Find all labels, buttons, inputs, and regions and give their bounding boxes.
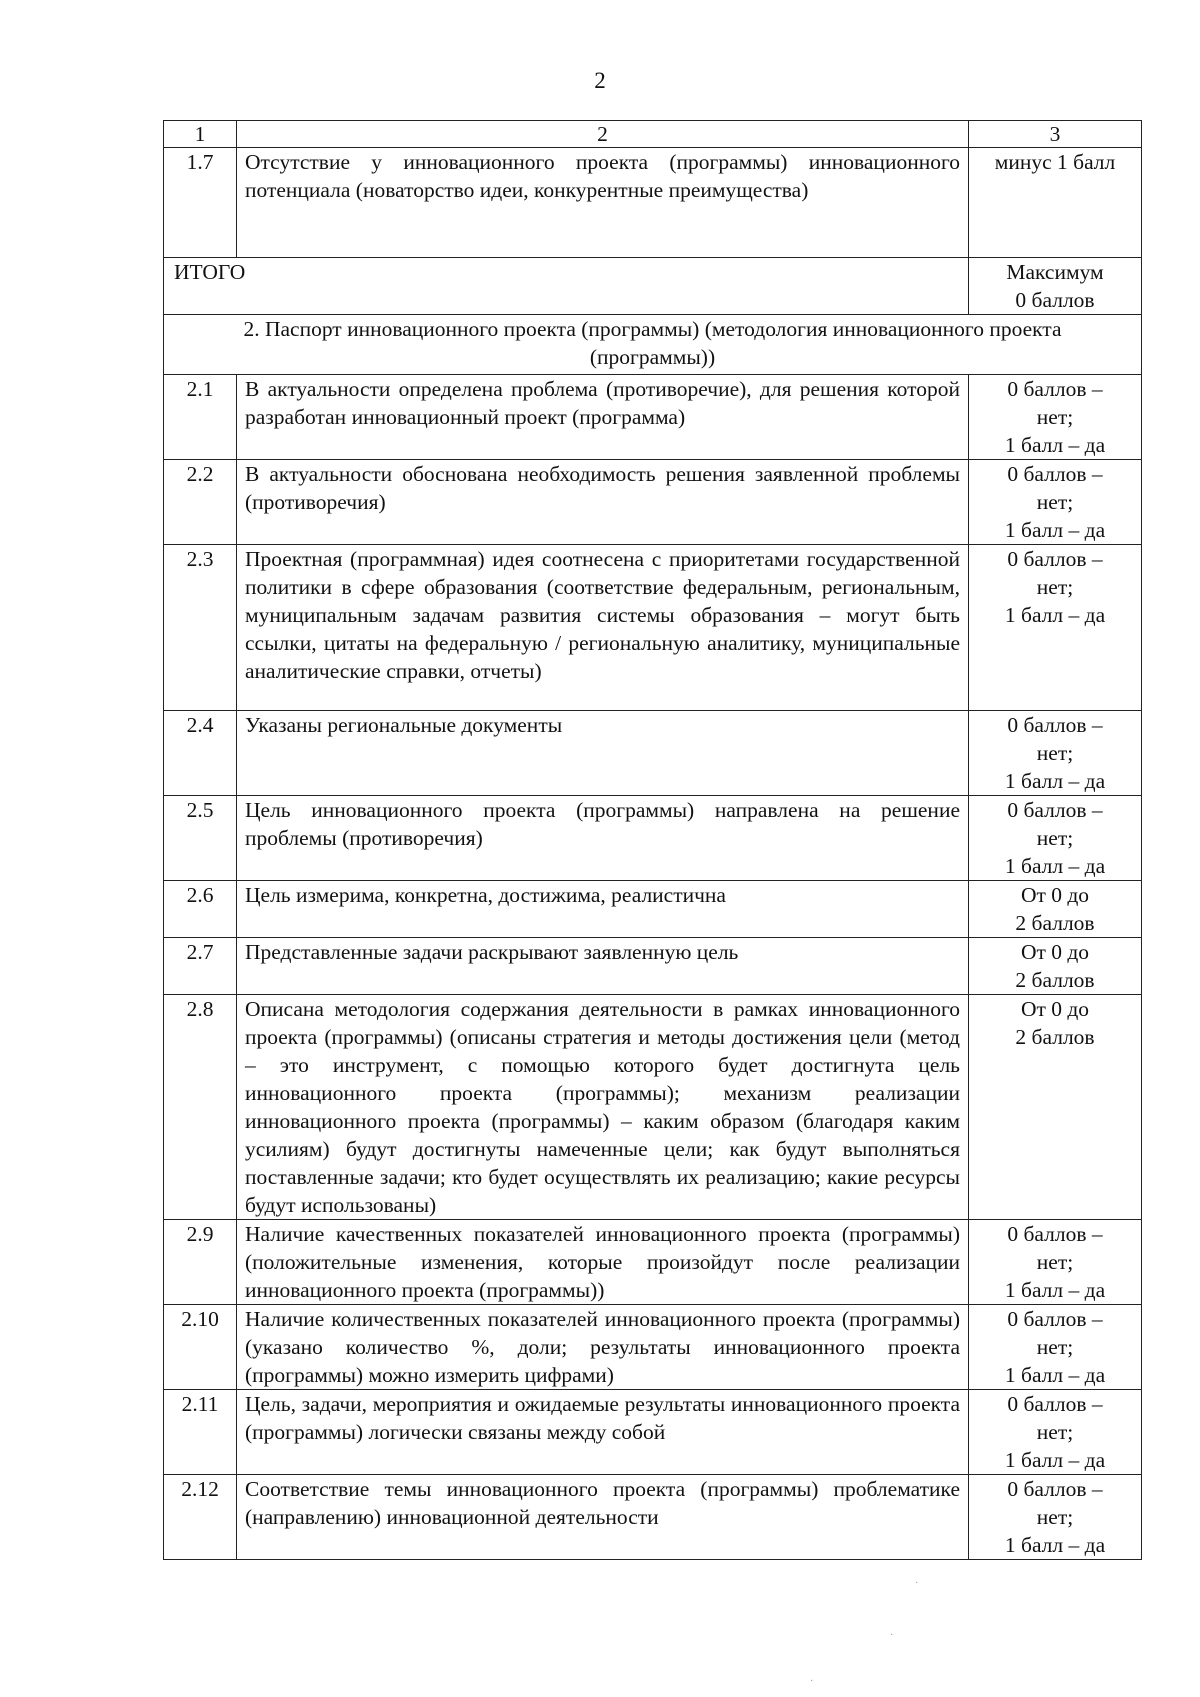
criterion-number: 2.10 — [164, 1305, 237, 1390]
criterion-score — [969, 375, 1142, 460]
score-line: 1 балл – да — [1004, 603, 1106, 627]
score-line: От 0 до — [1020, 997, 1090, 1021]
score-line: нет; — [1036, 1335, 1074, 1359]
criterion-text: Наличие количественных показателей инновационного проекта (программы) (указано количество %, доли; результаты инновационного проекта (программы) можно измерить цифрами) — [237, 1305, 969, 1390]
criterion-row-2-7 — [164, 938, 1142, 995]
criterion-score — [969, 881, 1142, 938]
criterion-row-2-3 — [164, 545, 1142, 711]
score-line: нет; — [1036, 1420, 1074, 1444]
criterion-row-2-1 — [164, 375, 1142, 460]
criterion-row-2-8 — [164, 995, 1142, 1220]
criterion-row-2-11 — [164, 1390, 1142, 1475]
score-line: 1 балл – да — [1004, 518, 1106, 542]
criterion-number: 2.7 — [164, 938, 237, 995]
score-line: 0 баллов – — [1007, 377, 1103, 401]
criterion-text: В актуальности обоснована необходимость решения заявленной проблемы (противоречия) — [237, 460, 969, 545]
criterion-text: Представленные задачи раскрывают заявленную цель — [237, 938, 969, 995]
criterion-score — [969, 796, 1142, 881]
scan-speck: · — [810, 1676, 814, 1687]
header-col-3: 3 — [969, 121, 1142, 148]
criterion-row-1-7 — [164, 148, 1142, 258]
score-line: нет; — [1036, 405, 1074, 429]
criterion-text: Цель измерима, конкретна, достижима, реалистична — [237, 881, 969, 938]
score-line: 2 баллов — [1015, 911, 1095, 935]
criterion-score — [969, 545, 1142, 711]
criterion-number: 2.9 — [164, 1220, 237, 1305]
score-line: нет; — [1036, 826, 1074, 850]
score-line: 0 баллов — [1015, 288, 1095, 312]
score-line: 0 баллов – — [1007, 547, 1103, 571]
criterion-score — [969, 995, 1142, 1220]
score-line: 1 балл – да — [1004, 1533, 1106, 1557]
score-line: 1 балл – да — [1004, 1363, 1106, 1387]
header-col-2: 2 — [237, 121, 969, 148]
scan-speck: · — [890, 1630, 894, 1641]
total-row — [164, 258, 1142, 315]
score-line: минус 1 балл — [994, 150, 1116, 174]
criterion-text: В актуальности определена проблема (противоречие), для решения которой разработан инновационный проект (программа) — [237, 375, 969, 460]
score-line: 0 баллов – — [1007, 1222, 1103, 1246]
criterion-text: Цель, задачи, мероприятия и ожидаемые результаты инновационного проекта (программы) логически связаны между собой — [237, 1390, 969, 1475]
criterion-text: Наличие качественных показателей инновационного проекта (программы) (положительные изменения, которые произойдут после реализации инновационного проекта (программы)) — [237, 1220, 969, 1305]
score-line: нет; — [1036, 1250, 1074, 1274]
criterion-row-2-5 — [164, 796, 1142, 881]
section-2-title: 2. Паспорт инновационного проекта (программы) (методология инновационного проекта (программы)) — [164, 315, 1142, 375]
criterion-number: 2.5 — [164, 796, 237, 881]
criterion-number: 2.1 — [164, 375, 237, 460]
score-line: 1 балл – да — [1004, 1278, 1106, 1302]
score-line: 1 балл – да — [1004, 1448, 1106, 1472]
score-line: нет; — [1036, 490, 1074, 514]
score-line: нет; — [1036, 741, 1074, 765]
score-line: 2 баллов — [1015, 968, 1095, 992]
criteria-table — [163, 120, 1142, 1560]
criterion-number: 2.2 — [164, 460, 237, 545]
criterion-number: 2.6 — [164, 881, 237, 938]
score-line: 0 баллов – — [1007, 1477, 1103, 1501]
score-line: 1 балл – да — [1004, 433, 1106, 457]
score-line: 0 баллов – — [1007, 1307, 1103, 1331]
score-line: От 0 до — [1020, 883, 1090, 907]
score-line: 1 балл – да — [1004, 769, 1106, 793]
header-col-1: 1 — [164, 121, 237, 148]
criterion-text: Описана методология содержания деятельности в рамках инновационного проекта (программы) (описаны стратегия и методы достижения цели (метод – это инструмент, с помощью которого будет достигнута цель инновационного проекта (программы); механизм реализации инновационного проекта (программы) – каким образом (благодаря каким усилиям) будут достигнуты намеченные цели; как будут выполняться поставленные задачи; кто будет осуществлять их реализацию; какие ресурсы будут использованы) — [237, 995, 969, 1220]
criterion-score — [969, 938, 1142, 995]
criterion-score — [969, 148, 1142, 258]
criterion-number: 2.3 — [164, 545, 237, 711]
scan-speck: · — [915, 1578, 919, 1589]
criterion-row-2-4 — [164, 711, 1142, 796]
criterion-row-2-2 — [164, 460, 1142, 545]
criterion-number: 1.7 — [164, 148, 237, 258]
criterion-score — [969, 1390, 1142, 1475]
criterion-score — [969, 1475, 1142, 1560]
criterion-score — [969, 711, 1142, 796]
criterion-score — [969, 1305, 1142, 1390]
score-line: Максимум — [1006, 260, 1104, 284]
criteria-table-body — [164, 121, 1142, 1560]
criterion-number: 2.8 — [164, 995, 237, 1220]
criterion-row-2-6 — [164, 881, 1142, 938]
criterion-score — [969, 460, 1142, 545]
criterion-text: Цель инновационного проекта (программы) направлена на решение проблемы (противоречия) — [237, 796, 969, 881]
score-line: 1 балл – да — [1004, 854, 1106, 878]
section-2-row — [164, 315, 1142, 375]
score-line: 0 баллов – — [1007, 713, 1103, 737]
header-row — [164, 121, 1142, 148]
score-line: 2 баллов — [1015, 1025, 1095, 1049]
score-line: нет; — [1036, 1505, 1074, 1529]
score-line: 0 баллов – — [1007, 462, 1103, 486]
total-label: ИТОГО — [164, 258, 969, 315]
criterion-text: Указаны региональные документы — [237, 711, 969, 796]
criterion-number: 2.12 — [164, 1475, 237, 1560]
criterion-row-2-10 — [164, 1305, 1142, 1390]
score-line: нет; — [1036, 575, 1074, 599]
criterion-score — [969, 1220, 1142, 1305]
score-line: 0 баллов – — [1007, 798, 1103, 822]
score-line: От 0 до — [1020, 940, 1090, 964]
criterion-number: 2.4 — [164, 711, 237, 796]
criterion-text: Соответствие темы инновационного проекта (программы) проблематике (направлению) инновационной деятельности — [237, 1475, 969, 1560]
total-score — [969, 258, 1142, 315]
criterion-row-2-9 — [164, 1220, 1142, 1305]
criterion-row-2-12 — [164, 1475, 1142, 1560]
criterion-number: 2.11 — [164, 1390, 237, 1475]
page-number: 2 — [594, 68, 606, 93]
criterion-text: Отсутствие у инновационного проекта (программы) инновационного потенциала (новаторство идеи, конкурентные преимущества) — [237, 148, 969, 258]
criterion-text: Проектная (программная) идея соотнесена с приоритетами государственной политики в сфере образования (соответствие федеральным, региональным, муниципальным задачам развития системы образования – могут быть ссылки, цитаты на федеральную / региональную аналитику, муниципальные аналитические справки, отчеты) — [237, 545, 969, 711]
score-line: 0 баллов – — [1007, 1392, 1103, 1416]
